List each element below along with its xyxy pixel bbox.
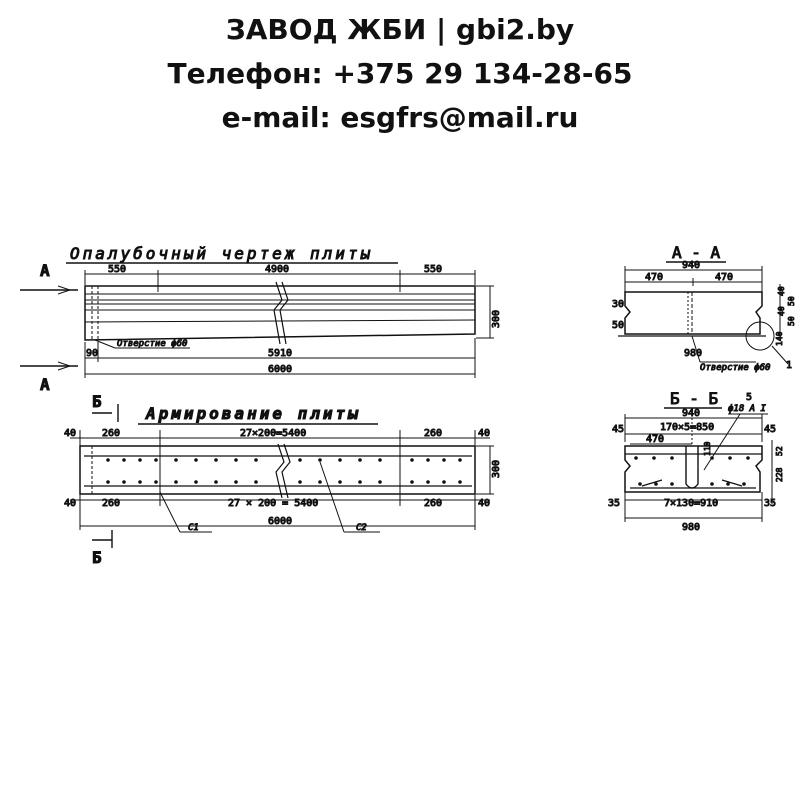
section-a-a-title: А - А [672,243,721,262]
callout-number-5: 5 [746,392,753,403]
hole-label: Отверстие ф60 [117,339,188,349]
svg-text:140: 140 [775,331,784,346]
section-bar-dots [634,456,750,486]
dim-50-aa: 50 [612,320,625,331]
dim-550-left: 550 [108,264,127,275]
lifting-loop [686,446,698,488]
dim-45-left: 45 [612,424,625,435]
dim-40-bottom-right: 40 [478,498,491,509]
svg-text:50: 50 [787,316,796,326]
section-mark-b-top: Б [92,392,102,411]
section-b-b-title: Б - Б [670,389,719,408]
dim-40-top-left: 40 [64,428,77,439]
dim-980-bb: 980 [682,522,701,533]
dim-6000: 6000 [268,364,293,375]
dim-7x130: 7×130=910 [664,498,719,509]
svg-text:40: 40 [777,286,786,296]
section-mark-a-bottom: А [40,375,50,394]
dim-4900: 4900 [265,264,290,275]
formwork-title: Опалубочный чертеж плиты [70,244,374,263]
dim-260-top-right: 260 [424,428,443,439]
callout-bar: ф18 А I [728,404,766,414]
dim-40-bottom-left: 40 [64,498,77,509]
dim-550-right: 550 [424,264,443,275]
dim-52: 52 [775,446,784,456]
dim-260-top-left: 260 [102,428,121,439]
break-mark-right [280,282,288,344]
dim-470-right-aa: 470 [715,272,734,283]
reinforcement-title: Армирование плиты [146,404,361,423]
dim-5910: 5910 [268,348,293,359]
dim-40-top-right: 40 [478,428,491,439]
dim-260-bottom-left: 260 [102,498,121,509]
detail-callout-number: 1 [786,360,793,371]
dim-90: 90 [86,348,99,359]
email-line: e-mail: esgfrs@mail.ru [221,101,579,134]
dim-30-aa: 30 [612,299,625,310]
hole-label-aa: Отверстие ф60 [700,363,771,373]
dim-470-bb: 470 [646,434,665,445]
dim-bottom-bars: 27 × 200 = 5400 [228,498,319,509]
section-b-b [608,389,784,533]
dim-228: 228 [775,467,784,482]
dim-top-bars: 27×200=5400 [240,428,307,439]
dim-260-bottom-right: 260 [424,498,443,509]
company-name: ЗАВОД ЖБИ | gbi2.by [225,13,575,46]
dim-35-left: 35 [608,498,621,509]
dim-45-right: 45 [764,424,777,435]
dim-940-aa: 940 [682,260,701,271]
svg-text:40: 40 [777,306,786,316]
dim-300: 300 [491,309,502,328]
svg-text:50: 50 [787,296,796,306]
section-mark-b-bottom: Б [92,548,102,567]
dim-35-right: 35 [764,498,777,509]
reinforcement-drawing [64,392,502,567]
section-mark-a-top: А [40,261,50,280]
label-c1: С1 [188,523,199,533]
formwork-drawing [20,244,502,394]
dim-6000-reinforcement: 6000 [268,516,293,527]
section-a-a [612,243,796,373]
dim-170x5: 170×5=850 [660,422,715,433]
dim-980-aa: 980 [684,348,703,359]
label-c2: С2 [356,523,367,533]
dim-470-left-aa: 470 [645,272,664,283]
dim-940-bb: 940 [682,408,701,419]
dim-110: 110 [703,441,712,456]
section-a-a-outline [625,292,762,334]
dim-300-reinforcement: 300 [491,459,502,478]
phone-line: Телефон: +375 29 134-28-65 [167,57,633,90]
